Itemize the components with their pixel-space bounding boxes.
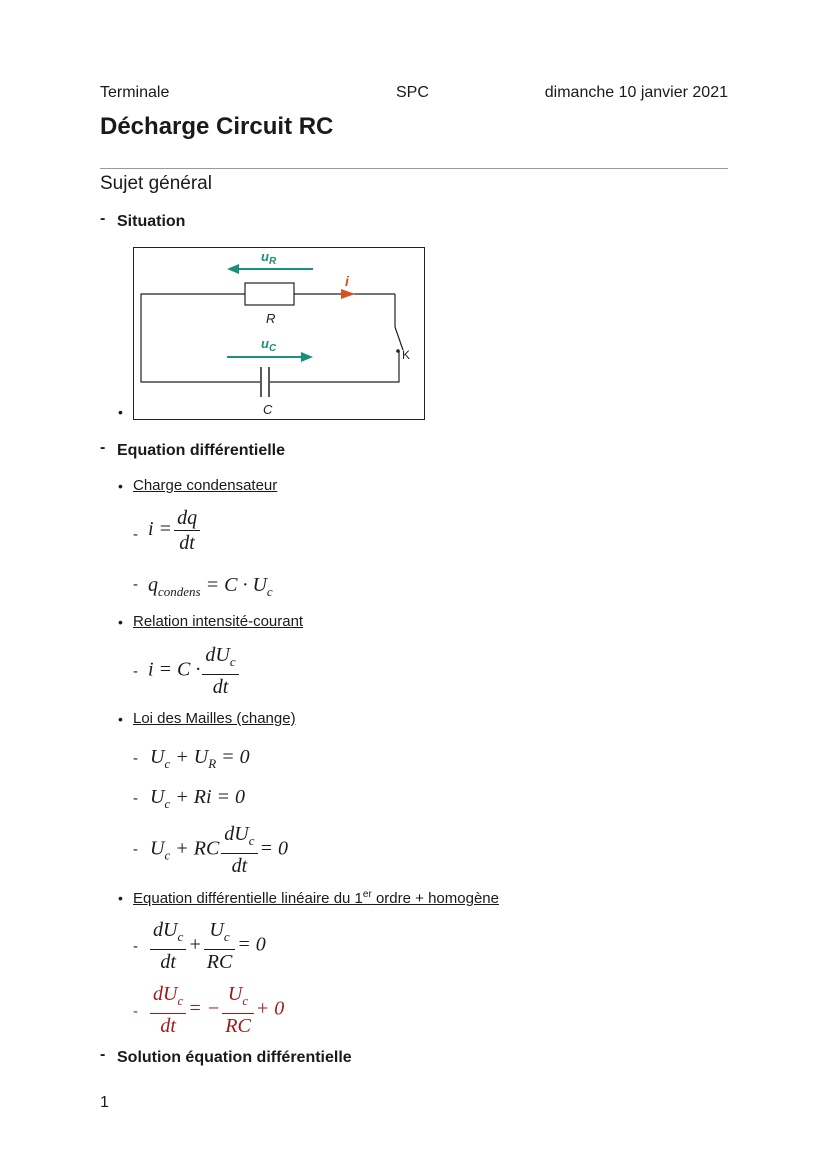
label-i: i xyxy=(345,273,349,289)
equation-mailles-2: $U_c + Ri = 0$ xyxy=(150,786,245,811)
section-subtitle: Sujet général xyxy=(100,173,212,194)
label-uR: $u_R$ xyxy=(261,249,277,267)
heading-situation: Situation xyxy=(117,213,186,230)
dash-marker: - xyxy=(133,790,138,807)
resistor xyxy=(245,283,294,305)
equation-i-dq-dt: i = $\frac{dq}{dt}$ xyxy=(148,506,202,555)
bullet-dot: • xyxy=(118,711,123,727)
heading-solution: Solution équation différentielle xyxy=(117,1049,352,1066)
header-left: Terminale xyxy=(100,84,170,101)
equation-mailles-3: $U_c$ + RC $\frac{dU_c}{dt}$ = 0 xyxy=(150,823,289,877)
page-title: Décharge Circuit RC xyxy=(100,113,334,140)
equation-mailles-1: $U_c + U_R = 0$ xyxy=(150,746,250,771)
dash-marker: - xyxy=(133,576,138,593)
dash-marker: - xyxy=(133,841,138,858)
bullet-dot: • xyxy=(118,404,123,420)
rc-circuit-diagram xyxy=(133,247,425,421)
dash-marker: - xyxy=(133,1003,138,1020)
bullet-charge-condensateur: Charge condensateur xyxy=(133,477,278,494)
dash-marker: - xyxy=(100,439,106,456)
bullet-loi-des-mailles: Loi des Mailles (change) xyxy=(133,710,296,727)
bullet-dot: • xyxy=(118,890,123,906)
page-number: 1 xyxy=(100,1094,109,1111)
equation-q-condens: $q_{condens} = C \cdot U_c$ xyxy=(148,574,273,599)
equation-differentielle-resolue: $\frac{dU_c}{dt}$ = − $\frac{U_c}{RC}$ + 0 xyxy=(148,982,284,1038)
bullet-equation-lineaire: Equation différentielle linéaire du 1er ordre + homogène xyxy=(133,889,499,907)
capacitor-gap xyxy=(262,369,268,396)
dash-marker: - xyxy=(100,1046,106,1063)
divider xyxy=(100,168,728,169)
dash-marker: - xyxy=(133,750,138,767)
equation-differentielle: $\frac{dU_c}{dt}$ + $\frac{U_c}{RC}$ = 0 xyxy=(148,918,266,974)
heading-equation: Equation différentielle xyxy=(117,442,286,459)
bullet-dot: • xyxy=(118,614,123,630)
header-date: dimanche 10 janvier 2021 xyxy=(544,84,728,101)
label-R: R xyxy=(266,311,276,326)
label-uC: $u_C$ xyxy=(261,336,277,354)
dash-marker: - xyxy=(133,938,138,955)
dash-marker: - xyxy=(133,526,138,543)
label-C: C xyxy=(263,402,273,417)
diagram-frame xyxy=(134,248,425,420)
bullet-relation-intensite: Relation intensité-courant xyxy=(133,613,304,630)
dash-marker: - xyxy=(100,210,106,227)
header-center: SPC xyxy=(396,84,429,101)
bullet-dot: • xyxy=(118,478,123,494)
equation-i-C-dUc-dt: i = C · $\frac{dU_c}{dt}$ xyxy=(148,643,241,699)
label-K: K xyxy=(402,348,411,362)
dash-marker: - xyxy=(133,663,138,680)
